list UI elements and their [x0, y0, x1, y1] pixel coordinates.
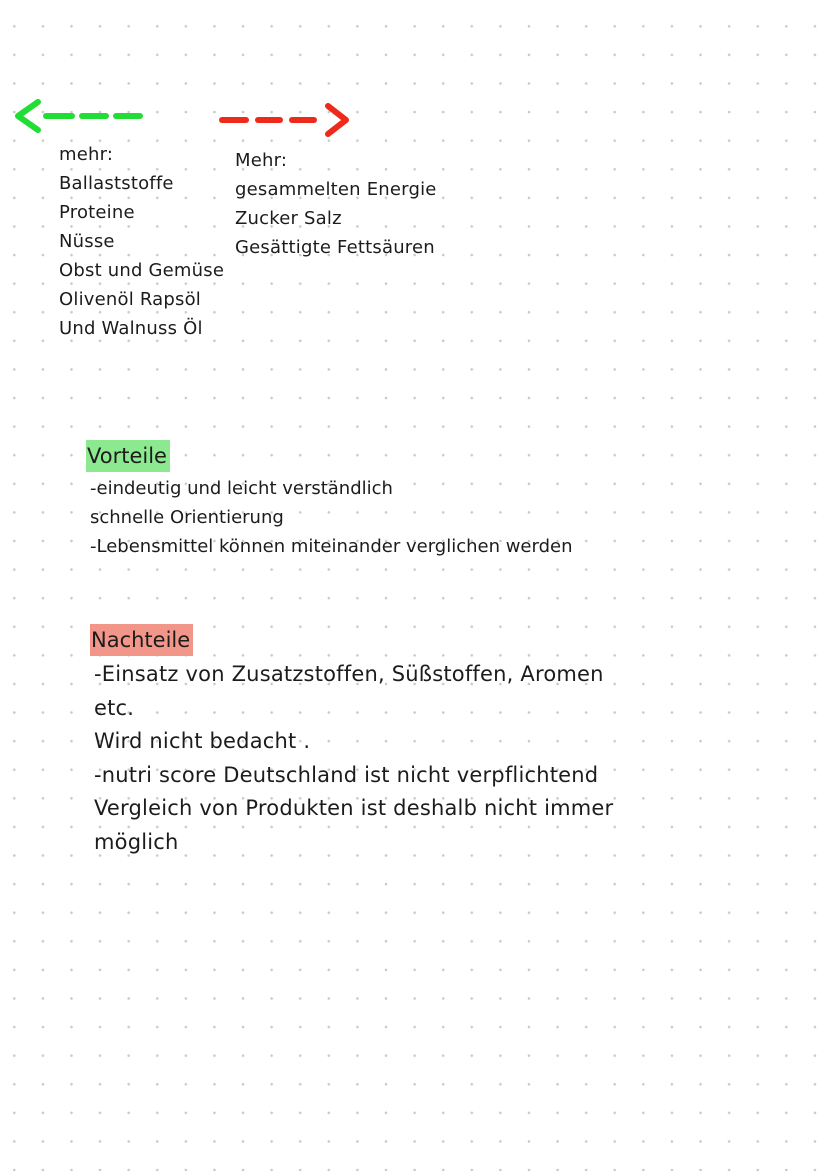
left-list-item: Proteine [59, 202, 135, 223]
left-list-heading: mehr: [59, 144, 114, 165]
left-list-item: Olivenöl Rapsöl [59, 289, 201, 310]
right-list-heading: Mehr: [235, 150, 288, 171]
right-list-item: Gesättigte Fettsäuren [235, 237, 435, 258]
nachteile-line: möglich [94, 829, 179, 854]
green-left-arrow-icon [8, 96, 148, 136]
red-right-arrow-icon [214, 100, 354, 140]
left-list-item: Und Walnuss Öl [59, 318, 203, 339]
vorteile-lines [90, 474, 573, 561]
nachteile-heading: Nachteile [90, 624, 193, 656]
vorteile-line: schnelle Orientierung [90, 507, 284, 528]
nachteile-line: -Einsatz von Zusatzstoffen, Süßstoffen, Aromen [94, 662, 604, 686]
nachteile-line: Vergleich von Produkten ist deshalb nicht immer [94, 796, 614, 821]
nachteile-line: -nutri score Deutschland ist nicht verpflichtend [94, 762, 599, 787]
right-list-item: gesammelten Energie [235, 179, 437, 200]
left-list-item: Nüsse [59, 231, 115, 252]
nachteile-lines [94, 658, 613, 860]
vorteile-line: -eindeutig und leicht verständlich [90, 478, 393, 499]
vorteile-line: -Lebensmittel können miteinander verglichen werden [90, 536, 573, 557]
right-list-item: Zucker Salz [235, 208, 342, 229]
vorteile-section [86, 440, 573, 561]
right-list [235, 146, 437, 262]
nachteile-line: Wird nicht bedacht . [94, 729, 311, 754]
nachteile-line: etc. [94, 695, 135, 720]
vorteile-heading: Vorteile [86, 440, 170, 472]
nachteile-section [90, 624, 613, 860]
left-list-item: Ballaststoffe [59, 173, 174, 194]
left-list-item: Obst und Gemüse [59, 260, 225, 281]
left-list [59, 140, 224, 343]
